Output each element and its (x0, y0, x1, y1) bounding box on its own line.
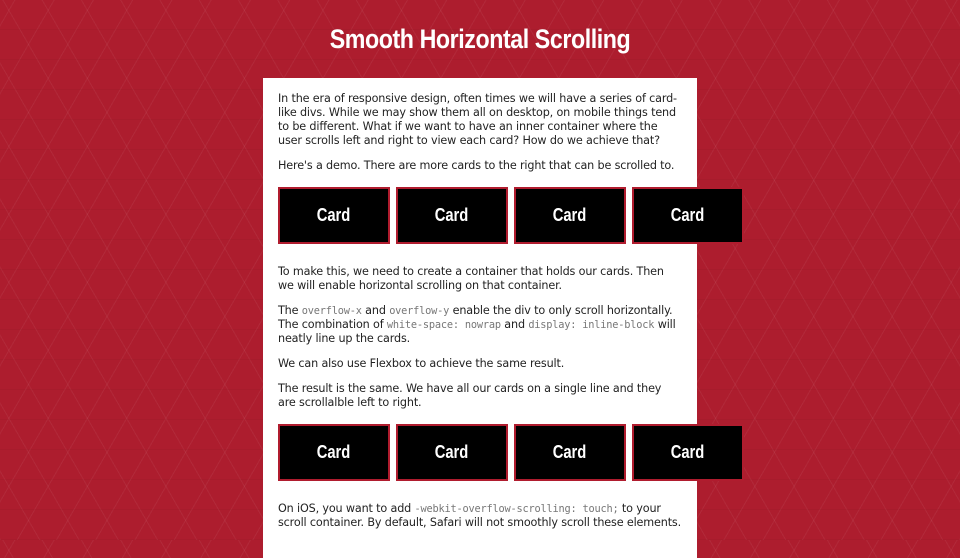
card-scroller-inline-block[interactable] (278, 187, 705, 244)
card-label: Card (671, 205, 705, 225)
card-label: Card (553, 442, 587, 462)
code-overflow-x: overflow-x (301, 305, 362, 317)
overflow-paragraph (278, 304, 682, 346)
card (278, 187, 390, 244)
card (514, 187, 626, 244)
code-webkit-overflow-scrolling: -webkit-overflow-scrolling: touch; (414, 503, 619, 515)
text-segment: enable the div to only scroll horizontally. The combination of (278, 304, 673, 331)
card (396, 424, 508, 481)
flexbox-paragraph: We can also use Flexbox to achieve the same result. (278, 357, 565, 370)
card (278, 424, 390, 481)
code-display-inline-block: display: inline-block (528, 319, 655, 331)
text-segment: to your scroll container. By default, Safari will not smoothly scroll these elements. (278, 502, 682, 529)
card-label: Card (435, 442, 469, 462)
ios-paragraph (278, 502, 682, 530)
make-this-paragraph: To make this, we need to create a container that holds our cards. Then we will enable horizontal scrolling on that container. (278, 265, 664, 292)
demo-note-paragraph: Here's a demo. There are more cards to the right that can be scrolled to. (278, 159, 675, 172)
code-white-space: white-space: nowrap (386, 319, 501, 331)
text-segment: will neatly line up the cards. (278, 318, 676, 345)
card-label: Card (435, 205, 469, 225)
card (396, 187, 508, 244)
page-title: Smooth Horizontal Scrolling (329, 24, 631, 54)
result-paragraph: The result is the same. We have all our cards on a single line and they are scrollalble left to right. (278, 382, 662, 409)
card-label: Card (671, 442, 705, 462)
card (514, 424, 626, 481)
card-label: Card (317, 442, 351, 462)
card-label: Card (553, 205, 587, 225)
intro-paragraph: In the era of responsive design, often times we will have a series of card-like divs. While we may show them all on desktop, on mobile things tend to be different. What if we want to have an inner container where the user scrolls left and right to view each card? How do we achieve that? (278, 92, 677, 147)
text-segment: The (278, 304, 302, 317)
card (632, 187, 744, 244)
text-segment: and (500, 318, 529, 331)
card (632, 424, 744, 481)
card-label: Card (317, 205, 351, 225)
code-overflow-y: overflow-y (389, 305, 450, 317)
card-scroller-flexbox[interactable] (278, 424, 705, 481)
text-segment: and (361, 304, 390, 317)
text-segment: On iOS, you want to add (278, 502, 415, 515)
article-content[interactable] (263, 78, 705, 558)
